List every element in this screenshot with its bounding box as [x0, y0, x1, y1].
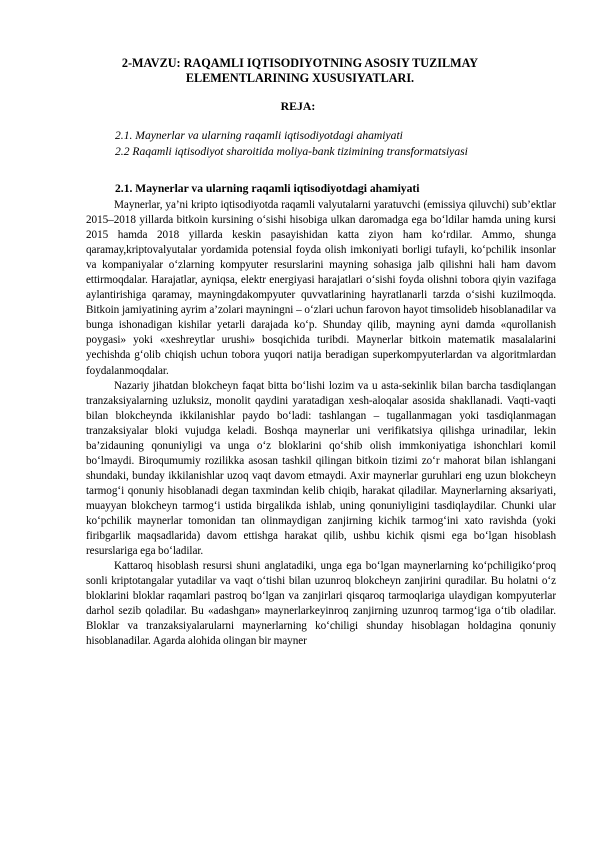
paragraph-1: Maynerlar, ya’ni kripto iqtisodiyotda raqamli valyutalarni yaratuvchi (emissiya qiluvchi) sub’ektlar 2015–2018 yillarda bitkoin kursining o‘sishi hisobiga ulkan daromadga ega bo‘ldilar hamda uning kursi 2015 hamda 2018 yillarda keskin pasayishidan katta ziyon ham ko‘rdilar. Ammo, shunga qaramay,kriptovalyutalar yordamida potensial foyda olish imkoniyati borligi tufayli, ko‘pchilik insonlar va kompaniyalar o‘zlarning kompyuter resurslarini mayning sohasiga jalb qilishni hali ham davom ettirmoqdalar. Harajatlar, ayniqsa, elektr energiyasi harajatlari o‘sishi foyda olishni tobora qiyin vazifaga aylantirishiga qaramay, mayningdakompyuter quvvatlarining hayratlanarli tarzda o‘sishi kuzilmoqda. Bitkoin jamiyatining ayrim a’zolari mayningni – o‘zlari uchun farovon hayot timsolideb hisoblanadilar va bunga ishonadigan kishilar yetarli darajada ko‘p. Shunday qilib, mayning ayni damda «qurollanish poygasi» yoki «xeshreytlar urushi» bosqichida turibdi. Maynerlar bitkoin matematik masalalarini yechishda g‘olib chiqish uchun tobora yuqori natija beradigan superkompyuterlardan va algoritmlardan foydalanmoqdalar. — [86, 199, 556, 377]
section-heading: 2.1. Maynerlar va ularning raqamli iqtisodiyotdagi ahamiyati — [115, 182, 420, 195]
plan-list — [115, 128, 468, 160]
plan-item-2: 2.2 Raqamli iqtisodiyot sharoitida moliya-bank tizimining transformatsiyasi — [115, 145, 468, 158]
title-line-1: 2-MAVZU: RAQAMLI IQTISODIYOTNING ASOSIY TUZILMAY — [121, 56, 479, 70]
paragraph-2: Nazariy jihatdan blokcheyn faqat bitta bo‘lishi lozim va u asta-sekinlik bilan barcha tasdiqlangan tranzaksiyalarning uzluksiz, monolit qaydini yaratadigan xesh-aloqalar asosida shakllanadi. Vaqti-vaqti bilan blokcheynda ikkilanishlar paydo bo‘ladi: tashlangan – tugallanmagan yoki tasdiqlanmagan tranzaksiyalar bloki vujudga keladi. Boshqa maynerlar uni verifikatsiya qilishga urinadilar, lekin ba’zidauning qonuniyligi va unga o‘z bloklarini qo‘shib olish immkoniyatiga ishonchlari komil bo‘lmaydi. Biroqumumiy rozilikka asosan tashkil qilingan bitkoin tizimi zo‘r mahorat bilan ishlangani shundaki, bunday ikkilanishlar uzoq vaqt davom etmaydi. Axir maynerlar guruhlari eng uzun blokcheyn tarmog‘i qonuniy hisoblanadi degan taxmindan kelib chiqib, harakat qiladilar. Maynerlarning aksariyati, muayyan blokcheyn tarmog‘i ustida birgalikda ishlab, uning qonuniyligini tasdiqlaydilar. Chunki ular ko‘pchilik maynerlar tomonidan tan olinmaydigan zanjirning kichik tarmog‘ini xato ravishda (yoki firibgarlik maqsadlarida) davom ettishga harakat qilib, ushbu kichik qismi ega bo‘lgan hisoblash resurslariga ega bo‘ladilar. — [86, 379, 556, 558]
plan-heading: REJA: — [280, 99, 316, 113]
title-line-2: ELEMENTLARINING XUSUSIYATLARI. — [185, 71, 415, 85]
paragraph-3: Kattaroq hisoblash resursi shuni anglatadiki, unga ega bo‘lgan maynerlarning ko‘pchiligiko‘proq sonli kriptotangalar yutadilar va vaqt o‘tishi bilan uzunroq blokcheyn zanjirini quradilar. Bu holatni o‘z bloklarini bloklar raqamlari pastroq bo‘lgan va zanjirlari qisqaroq tarmoqlariga ulaydigan kompyuterlar darhol sezib qoladilar. Bu «adashgan» maynerlarkeyinroq zanjirning uzunroq tarmog‘iga o‘tib oladilar. Bloklar va tranzaksiyalarularni maynerlarning ko‘chiligi shunday hisoblagan holdagina qonuniy hisoblanadilar. Agarda alohida olingan bir mayner — [86, 560, 556, 648]
plan-item-1: 2.1. Maynerlar va ularning raqamli iqtisodiyotdagi ahamiyati — [115, 129, 403, 142]
section-body — [86, 198, 556, 649]
document-title — [80, 56, 520, 86]
